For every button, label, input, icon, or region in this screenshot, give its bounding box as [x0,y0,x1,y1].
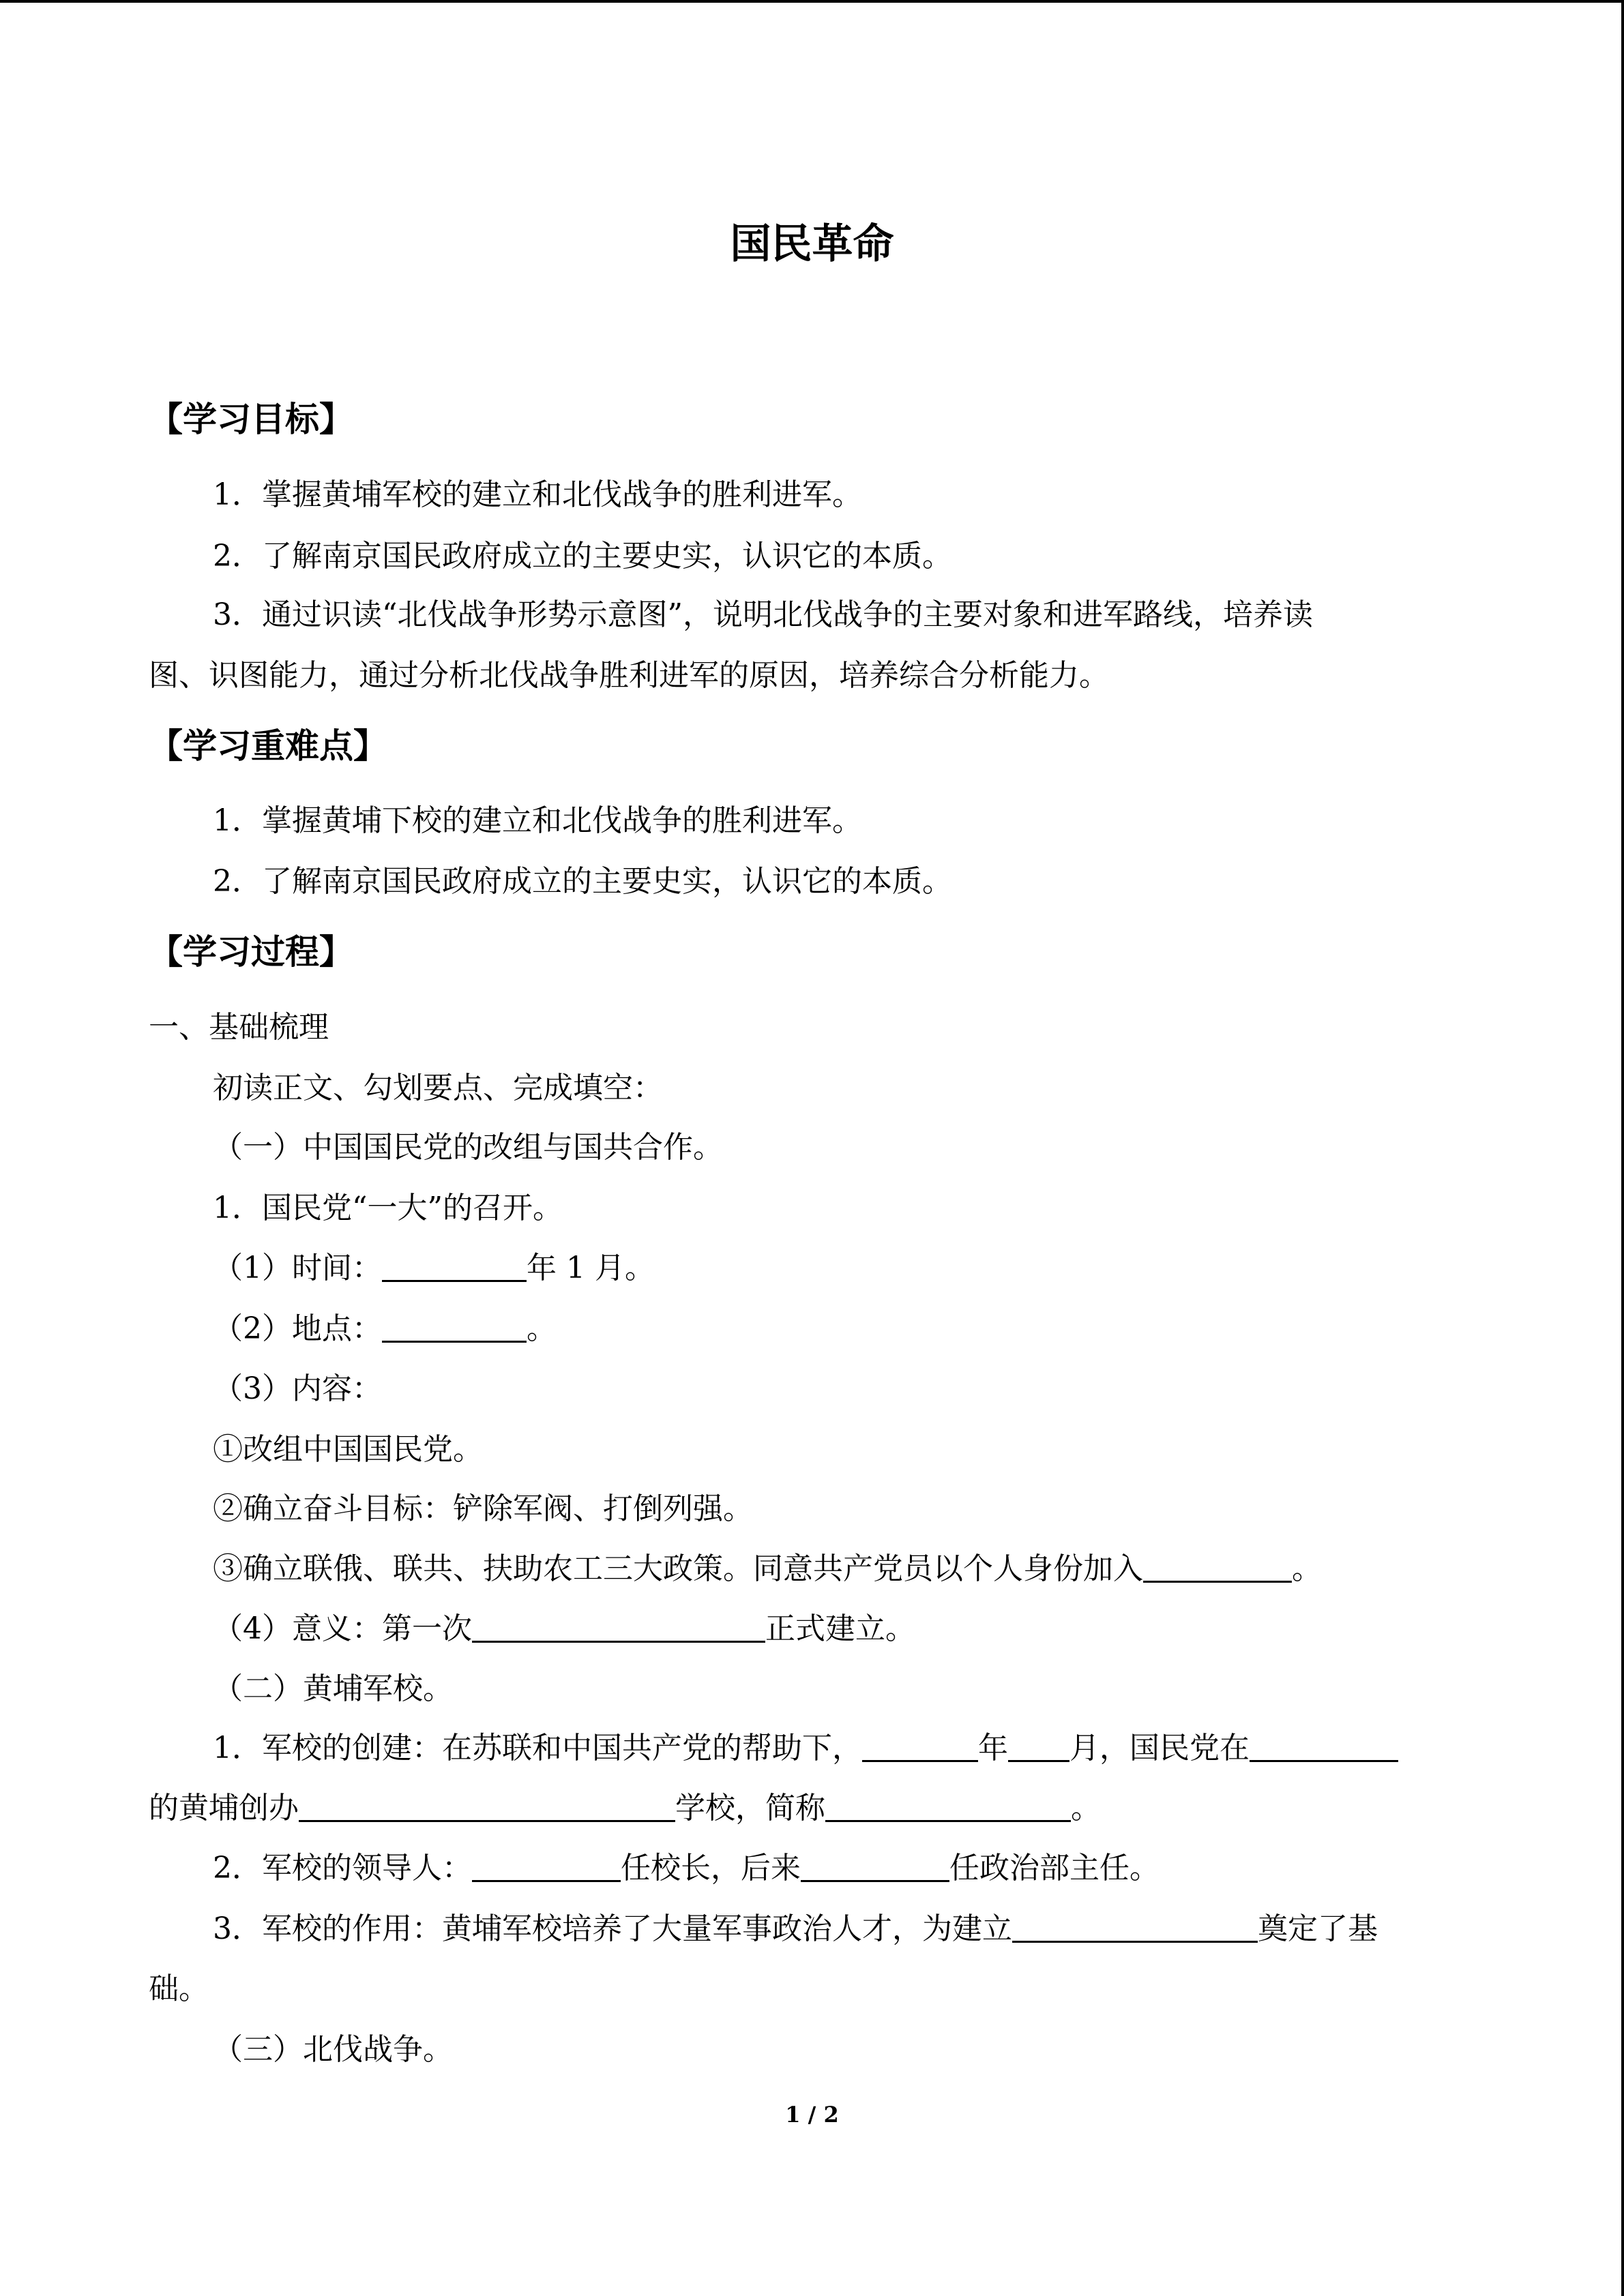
key-heading: 【学习重难点】 [149,726,387,766]
goals-heading: 【学习目标】 [149,400,353,439]
place-label: （2）地点： [213,1311,382,1346]
section-1: 一、基础梳理 [149,1010,329,1045]
place-line [213,1309,557,1350]
content-3: ③确立联俄、联共、扶助农工三大政策。同意共产党员以个人身份加入 [213,1551,1143,1586]
part-2-heading: （二）黄埔军校。 [213,1671,453,1706]
school-3-b: 奠定了基 [1258,1911,1378,1946]
school-2-c: 任政治部主任。 [949,1851,1160,1885]
school-1-b: 的黄埔创办 [149,1791,299,1825]
school-1-month: 月，国民党在 [1069,1731,1250,1765]
content-label: （3）内容： [213,1371,382,1406]
goal-2: 2．了解南京国民政府成立的主要史实，认识它的本质。 [213,539,952,573]
school-3-line [213,1909,1378,1950]
time-blank[interactable] [382,1253,527,1282]
school-1-text: 1．军校的创建：在苏联和中国共产党的帮助下， [213,1731,862,1765]
short-name-blank[interactable] [825,1793,1071,1822]
location-blank[interactable] [1250,1733,1398,1762]
school-3-cont: 础。 [149,1971,209,2006]
key-point-1: 1．掌握黄埔下校的建立和北伐战争的胜利进军。 [213,803,862,838]
establish-blank[interactable] [1012,1913,1258,1943]
time-line [213,1248,655,1289]
part-1-item-1: 1．国民党“一大”的召开。 [213,1191,563,1225]
year-blank[interactable] [862,1733,978,1762]
school-1-c: 学校，简称 [675,1791,825,1825]
part-1-heading: （一）中国国民党的改组与国共合作。 [213,1130,723,1165]
goal-3-cont: 图、识图能力，通过分析北伐战争胜利进军的原因，培养综合分析能力。 [149,658,1109,693]
process-heading: 【学习过程】 [149,932,353,972]
school-name-blank[interactable] [299,1793,675,1822]
school-1-line-2 [149,1788,1101,1829]
time-label: （1）时间： [213,1251,382,1285]
part-3-heading: （三）北伐战争。 [213,2032,453,2067]
intro-line: 初读正文、勾划要点、完成填空： [213,1071,663,1105]
school-1-year: 年 [978,1731,1008,1765]
meaning-suffix: 正式建立。 [765,1611,915,1646]
place-blank[interactable] [382,1313,527,1343]
content-1: ①改组中国国民党。 [213,1432,483,1467]
month-blank[interactable] [1008,1733,1069,1762]
principal-blank[interactable] [472,1853,621,1882]
meaning-line [213,1609,915,1650]
goal-3: 3．通过识读“北伐战争形势示意图”，说明北伐战争的主要对象和进军路线，培养读 [213,597,1313,632]
school-2-b: 任校长，后来 [621,1851,801,1885]
content-3-suffix: 。 [1292,1551,1322,1586]
school-2-line [213,1848,1160,1889]
place-suffix: 。 [527,1311,557,1346]
page-title: 国民革命 [730,220,894,268]
school-1-end: 。 [1071,1791,1101,1825]
time-suffix: 年 1 月。 [527,1251,655,1285]
meaning-blank[interactable] [472,1613,765,1643]
director-blank[interactable] [801,1853,949,1882]
school-2-a: 2．军校的领导人： [213,1851,472,1885]
school-3-a: 3．军校的作用：黄埔军校培养了大量军事政治人才，为建立 [213,1911,1012,1946]
school-1-line [213,1728,1398,1769]
party-blank[interactable] [1143,1553,1292,1583]
content-2: ②确立奋斗目标：铲除军阀、打倒列强。 [213,1491,753,1526]
page-border-right [1621,0,1624,2296]
page-border-top [0,0,1624,3]
meaning-label: （4）意义：第一次 [213,1611,472,1646]
goal-1: 1．掌握黄埔军校的建立和北伐战争的胜利进军。 [213,477,862,512]
page-number: 1 / 2 [785,2102,839,2128]
content-3-line [213,1549,1322,1590]
key-point-2: 2．了解南京国民政府成立的主要史实，认识它的本质。 [213,864,952,899]
